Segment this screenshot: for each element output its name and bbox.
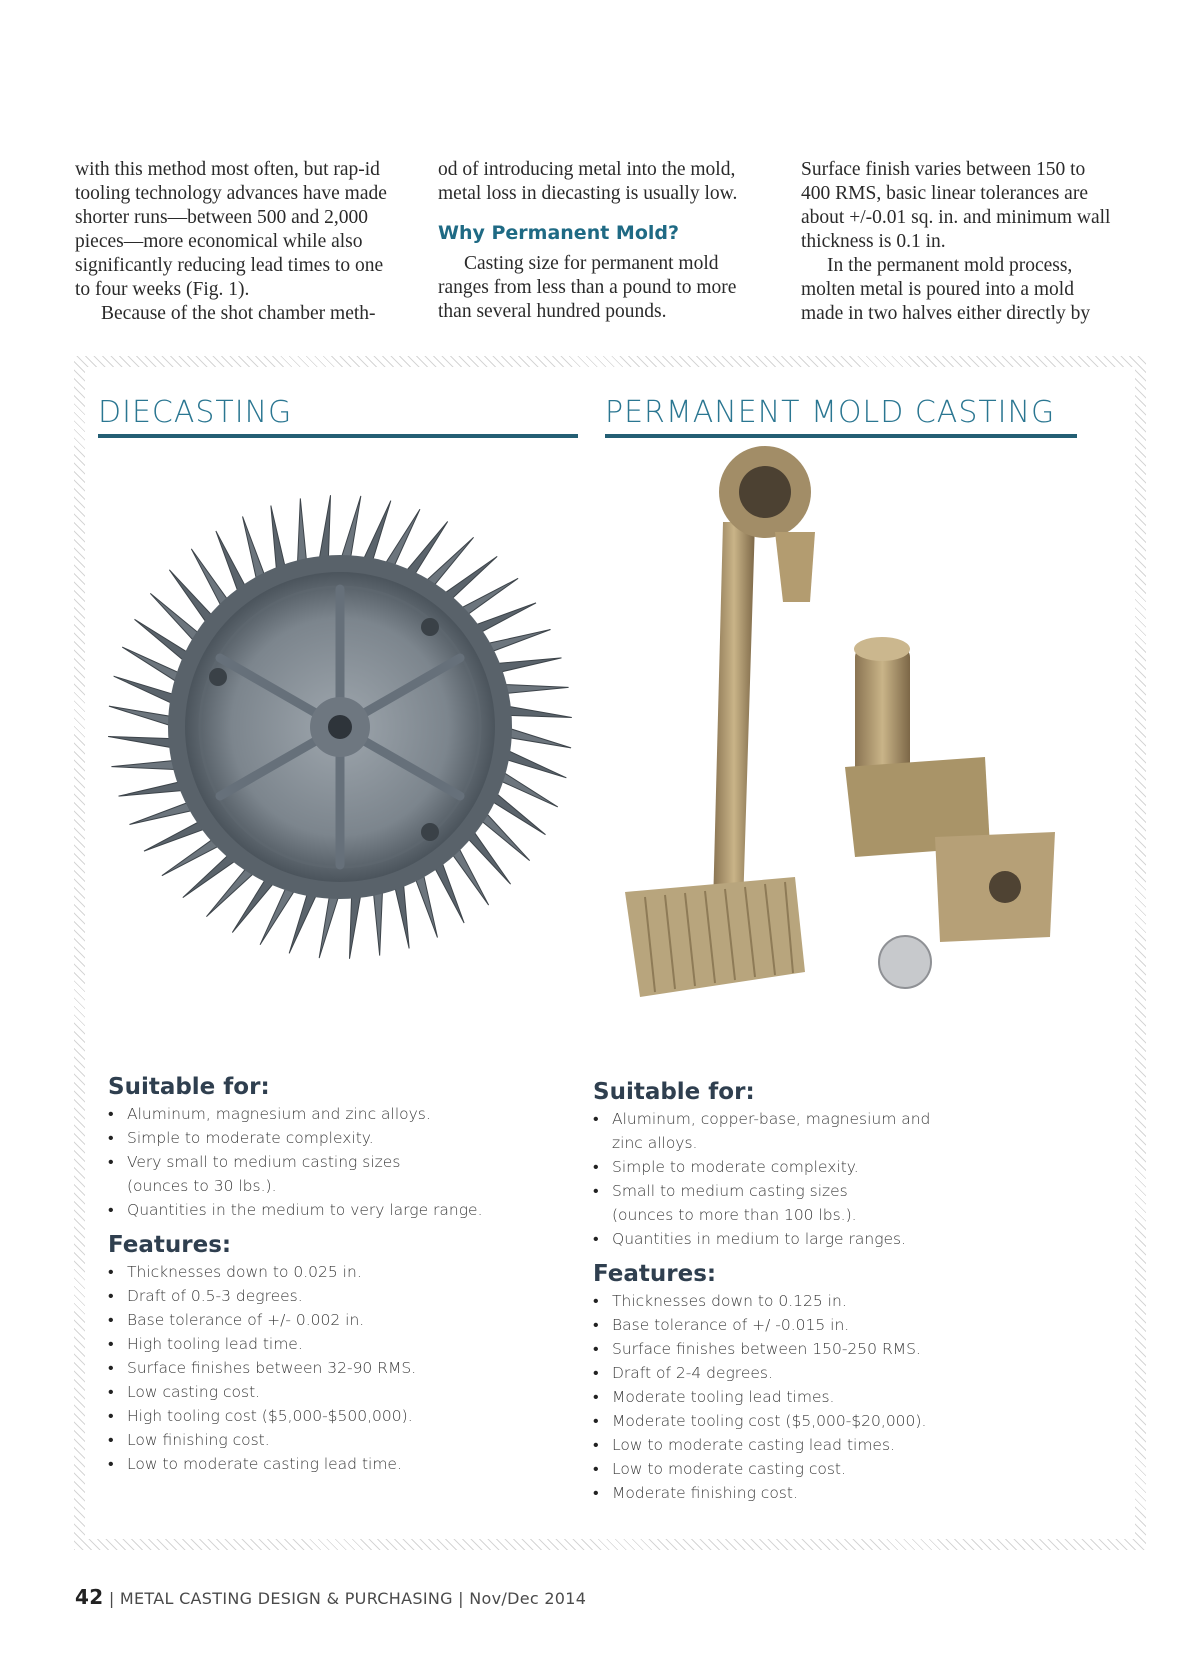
fan-blade — [119, 781, 188, 796]
fan-blade — [373, 886, 383, 955]
fan-blade — [114, 676, 178, 705]
article-column-2 — [438, 158, 754, 324]
fan-blade — [318, 495, 330, 563]
fan-blade — [271, 506, 286, 575]
col2-paragraph-2: Casting size for permanent mold ranges from less than a pound to more than several hundred pounds. — [438, 253, 737, 322]
fan-blade — [111, 760, 180, 770]
list-item: • Draft of 2-4 degrees. — [593, 1361, 1063, 1385]
permanent-features-heading: Features: — [593, 1261, 717, 1287]
diecast-fan-wheel-photo — [100, 487, 580, 967]
comparison-sidebar — [74, 356, 1146, 1550]
list-item: • Simple to moderate complexity. — [108, 1126, 578, 1150]
diecasting-suitable-heading: Suitable for: — [108, 1074, 270, 1100]
list-item: • Quantities in the medium to very large range. — [108, 1198, 578, 1222]
fan-blade — [502, 749, 566, 778]
fan-blade — [340, 496, 361, 562]
permanent-features-list — [593, 1289, 1063, 1505]
diecasting-features-list — [108, 1260, 578, 1476]
col3-paragraph-1: Surface finish varies between 150 to 400 RMS, basic linear tolerances are about +/-0.01 sq. in. and minimum wall thickness is 0.1 in. — [801, 159, 1111, 252]
list-item: • Thicknesses down to 0.025 in. — [108, 1260, 578, 1284]
list-item: • Very small to medium casting sizes (ounces to 30 lbs.). — [108, 1150, 427, 1198]
col1-paragraph-1: with this method most often, but rap-id tooling technology advances have made shorter runs—between 500 and 2,000 pieces—more economical while also significantly reducing lead times to one to four weeks (Fig. 1). — [75, 159, 387, 300]
permanent-suitable-heading: Suitable for: — [593, 1079, 755, 1105]
list-item: • Aluminum, magnesium and zinc alloys. — [108, 1102, 578, 1126]
fan-blade — [319, 892, 340, 958]
section-heading: Why Permanent Mold? — [438, 222, 680, 244]
fan-blade — [289, 889, 318, 953]
diecasting-suitable-list — [108, 1102, 578, 1222]
list-item: • Surface finishes between 32-90 RMS. — [108, 1356, 578, 1380]
diecasting-specs — [108, 1072, 578, 1484]
list-item: • Aluminum, copper-base, magnesium and zinc alloys. — [593, 1107, 952, 1155]
diecasting-title: DIECASTING — [98, 395, 578, 438]
col2-paragraph-1: od of introducing metal into the mold, metal loss in diecasting is usually low. — [438, 159, 738, 204]
list-item: • Moderate tooling cost ($5,000-$20,000). — [593, 1409, 1063, 1433]
permanent-mold-specs — [593, 1077, 1063, 1513]
list-item: • Base tolerance of +/ -0.015 in. — [593, 1313, 1063, 1337]
list-item: • Base tolerance of +/- 0.002 in. — [108, 1308, 578, 1332]
list-item: • Surface finishes between 150-250 RMS. — [593, 1337, 1063, 1361]
list-item: • Low to moderate casting lead times. — [593, 1433, 1063, 1457]
fan-blade — [108, 736, 176, 748]
article-column-3 — [801, 158, 1117, 326]
fan-blade — [297, 498, 307, 567]
fan-blade — [362, 501, 391, 565]
fan-blade — [499, 684, 568, 694]
list-item: • Moderate tooling lead times. — [593, 1385, 1063, 1409]
fan-blade — [394, 879, 409, 948]
list-item: • Draft of 0.5-3 degrees. — [108, 1284, 578, 1308]
publication-info: | METAL CASTING DESIGN & PURCHASING | Nov/Dec 2014 — [103, 1589, 587, 1608]
list-item: • Low finishing cost. — [108, 1428, 578, 1452]
col1-paragraph-2: Because of the shot chamber meth- — [101, 303, 376, 324]
page-footer — [75, 1585, 586, 1609]
list-item: • Simple to moderate complexity. — [593, 1155, 1063, 1179]
fan-blade — [504, 705, 572, 717]
list-item: • Low casting cost. — [108, 1380, 578, 1404]
list-item: • Low to moderate casting cost. — [593, 1457, 1063, 1481]
fan-blade — [109, 706, 175, 727]
page-number: 42 — [75, 1585, 104, 1609]
list-item: • High tooling cost ($5,000-$500,000). — [108, 1404, 578, 1428]
article-column-1 — [75, 158, 391, 326]
list-item: • High tooling lead time. — [108, 1332, 578, 1356]
col3-paragraph-2: In the permanent mold process, molten metal is poured into a mold made in two halves either directly by — [801, 255, 1091, 324]
list-item: • Moderate finishing cost. — [593, 1481, 1063, 1505]
diecasting-features-heading: Features: — [108, 1232, 232, 1258]
list-item: • Thicknesses down to 0.125 in. — [593, 1289, 1063, 1313]
fan-blade — [349, 891, 361, 959]
fan-blade — [505, 727, 571, 748]
permanent-suitable-list — [593, 1107, 1063, 1251]
permanent-mold-title: PERMANENT MOLD CASTING — [605, 395, 1077, 438]
list-item: • Quantities in medium to large ranges. — [593, 1227, 1063, 1251]
list-item: • Small to medium casting sizes (ounces to more than 100 lbs.). — [593, 1179, 882, 1227]
fan-blade — [492, 658, 561, 673]
permanent-mold-parts-photo — [605, 437, 1085, 1017]
list-item: • Low to moderate casting lead time. — [108, 1452, 578, 1476]
